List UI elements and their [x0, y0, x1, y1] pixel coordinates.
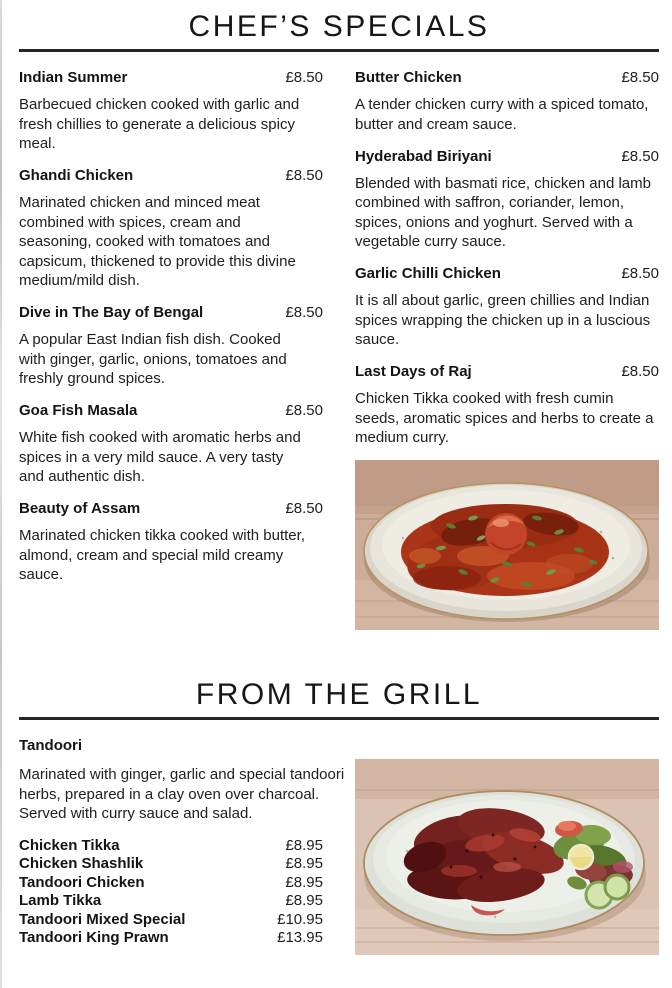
- dish-header: [19, 499, 323, 518]
- dish-header: [19, 303, 323, 322]
- dish-header: [355, 264, 659, 283]
- price-list-row: [19, 929, 323, 948]
- dish-price: £8.50: [285, 304, 323, 321]
- menu-item: [19, 499, 323, 585]
- dish-header: [355, 68, 659, 87]
- dish-description: Blended with basmati rice, chicken and lamb combined with saffron, coriander, lemon, spices, onions and yoghurt. Served with a vegetable curry sauce.: [355, 174, 651, 250]
- dish-name: Garlic Chilli Chicken: [355, 265, 501, 282]
- dish-price: £8.50: [621, 265, 659, 282]
- dish-price: £8.50: [285, 500, 323, 517]
- section-divider: [19, 717, 659, 720]
- dish-description: Chicken Tikka cooked with fresh cumin seeds, aromatic spices and herbs to create a medium curry.: [355, 390, 654, 446]
- price-list-row: [19, 911, 323, 930]
- dish-price: £8.95: [285, 855, 323, 872]
- menu-item: [19, 166, 323, 291]
- curry-dish-photo: [355, 460, 659, 630]
- dish-header: [355, 147, 659, 166]
- dish-name: Ghandi Chicken: [19, 167, 134, 184]
- dish-name: Butter Chicken: [355, 69, 462, 86]
- column-gap: [323, 68, 355, 630]
- dish-price: £8.50: [285, 69, 323, 86]
- dish-name: Tandoori Mixed Special: [19, 910, 186, 928]
- dish-price: £8.50: [285, 402, 323, 419]
- dish-price: £8.50: [285, 167, 323, 184]
- tandoori-platter-photo: [355, 759, 659, 955]
- dish-price: £8.50: [621, 69, 659, 86]
- dish-price: £8.50: [621, 363, 659, 380]
- dish-price: £8.50: [621, 147, 659, 165]
- dish-header: [355, 362, 659, 381]
- chefs-specials-right-column: [355, 68, 659, 630]
- dish-name: Last Days of Raj: [355, 363, 472, 380]
- dish-description: Marinated chicken and minced meat combined with spices, cream and seasoning, cooked with tomatoes and capsicum, thickened to provide this divine medium/mild dish.: [19, 194, 296, 289]
- dish-header: [19, 401, 323, 420]
- dish-name: Chicken Shashlik: [19, 855, 144, 872]
- chefs-specials-left-column: [19, 68, 323, 630]
- dish-description: Barbecued chicken cooked with garlic and fresh chillies to generate a delicious spicy meal.: [19, 96, 300, 152]
- dish-header: [19, 68, 323, 87]
- dish-description: White fish cooked with aromatic herbs and spices in a very mild sauce. A very tasty and authentic dish.: [19, 429, 301, 485]
- price-list-row: [19, 837, 323, 856]
- dish-description: It is all about garlic, green chillies and Indian spices wrapping the chicken up in a luscious sauce.: [355, 292, 651, 348]
- dish-name: Dive in The Bay of Bengal: [19, 304, 204, 321]
- from-the-grill-columns: [19, 736, 659, 955]
- dish-name: Hyderabad Biriyani: [355, 147, 492, 165]
- dish-price: £10.95: [277, 910, 323, 928]
- dish-description: A popular East Indian fish dish. Cooked with ginger, garlic, onions, tomatoes and freshly ground spices.: [19, 331, 287, 387]
- price-list-row: [19, 855, 323, 874]
- section-chefs-specials: [19, 8, 659, 630]
- menu-item: [19, 303, 323, 389]
- dish-name: Indian Summer: [19, 69, 128, 86]
- menu-item: [355, 264, 659, 350]
- menu-item: [355, 362, 659, 448]
- chefs-specials-title: CHEF’S SPECIALS: [188, 10, 490, 43]
- section-from-the-grill: [19, 676, 659, 955]
- price-list-row: [19, 874, 323, 893]
- dish-price: £8.95: [285, 873, 323, 891]
- price-list-row: [19, 892, 323, 911]
- dish-description: A tender chicken curry with a spiced tomato, butter and cream sauce.: [355, 96, 649, 133]
- page-edge-shadow: [0, 0, 2, 988]
- dish-name: Goa Fish Masala: [19, 402, 138, 419]
- from-the-grill-title: FROM THE GRILL: [195, 678, 483, 711]
- menu-item: [19, 68, 323, 154]
- chefs-specials-columns: [19, 68, 659, 630]
- from-the-grill-right-column: [355, 736, 659, 955]
- menu-item: [19, 401, 323, 487]
- menu-item: [355, 68, 659, 134]
- dish-description: Marinated with ginger, garlic and special tandoori herbs, prepared in a clay oven over charcoal. Served with curry sauce and salad.: [19, 766, 345, 822]
- dish-name: Lamb Tikka: [19, 892, 102, 909]
- menu-item: [355, 147, 659, 252]
- dish-name: Tandoori King Prawn: [19, 929, 169, 946]
- dish-price: £8.95: [285, 892, 323, 909]
- dish-price: £13.95: [277, 929, 323, 946]
- from-the-grill-left-column: [19, 736, 355, 955]
- dish-name: Tandoori: [19, 737, 83, 754]
- section-divider: [19, 49, 659, 52]
- tomato-garnish: [485, 513, 527, 555]
- dish-description: Marinated chicken tikka cooked with butter, almond, cream and special mild creamy sauce.: [19, 527, 305, 583]
- dish-name: Chicken Tikka: [19, 836, 120, 854]
- dish-name: Beauty of Assam: [19, 500, 141, 517]
- dish-price: £8.95: [285, 836, 323, 854]
- dish-name: Tandoori Chicken: [19, 873, 145, 891]
- grill-price-list: [19, 837, 323, 948]
- dish-header: [19, 166, 323, 185]
